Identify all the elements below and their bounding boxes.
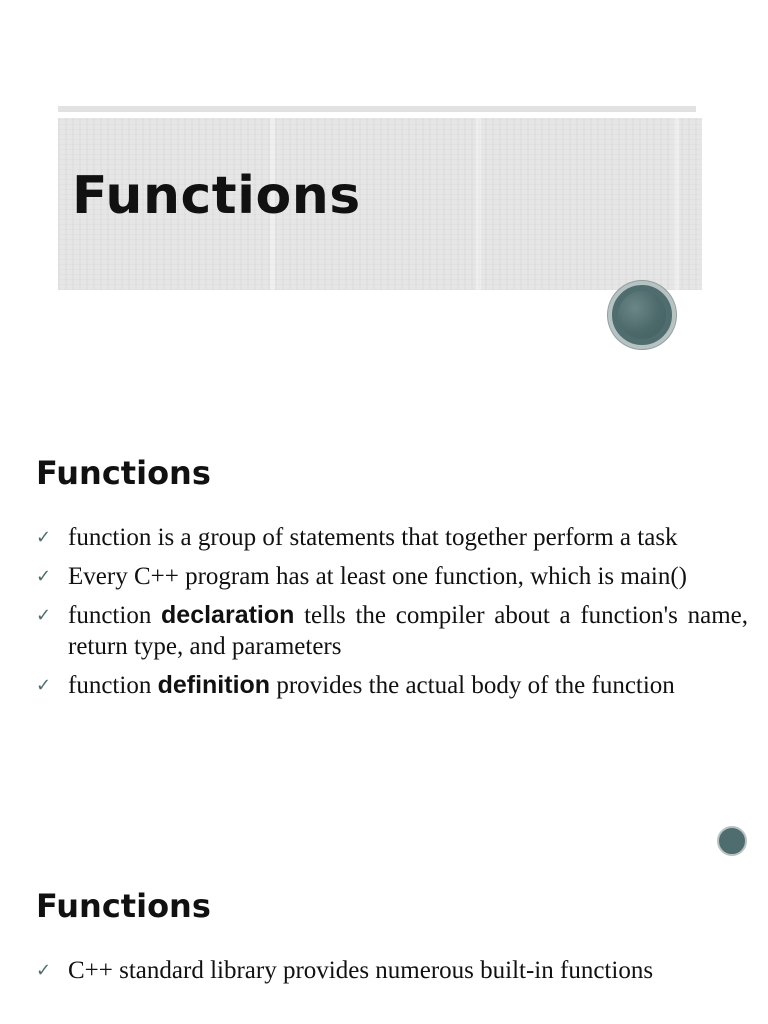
bullet-text-post: provides the actual body of the function	[270, 672, 675, 699]
circle-ornament-icon	[608, 281, 676, 349]
checkmark-icon: ✓	[36, 605, 52, 626]
slide2-bullet-list	[36, 522, 748, 709]
list-item	[36, 522, 748, 553]
bullet-text: C++ standard library provides numerous built-in functions	[68, 957, 654, 984]
band-texture-stripe	[476, 118, 481, 290]
circle-ornament-icon	[717, 826, 747, 856]
bullet-keyword: definition	[157, 671, 271, 699]
slide1-title: Functions	[72, 166, 361, 226]
band-texture-stripe	[674, 118, 679, 290]
bullet-text-pre: function	[68, 602, 162, 629]
checkmark-icon: ✓	[36, 566, 52, 587]
title-top-rule	[58, 106, 696, 112]
checkmark-icon: ✓	[36, 675, 52, 696]
slide2-title: Functions	[36, 454, 211, 492]
bullet-text-post: tells the compiler about a function's name, return type, and parameters	[68, 602, 748, 660]
checkmark-icon: ✓	[36, 527, 52, 548]
bullet-keyword: declaration	[161, 601, 295, 629]
list-item	[36, 561, 748, 592]
list-item	[36, 955, 748, 986]
bullet-text-pre: function	[68, 672, 158, 699]
bullet-text: Every C++ program has at least one function, which is main()	[68, 563, 688, 590]
list-item	[36, 670, 748, 701]
slide3-bullet-list	[36, 955, 748, 994]
checkmark-icon: ✓	[36, 960, 52, 981]
bullet-text: function is a group of statements that together perform a task	[68, 524, 678, 551]
list-item	[36, 600, 748, 662]
slide3-title: Functions	[36, 887, 211, 925]
